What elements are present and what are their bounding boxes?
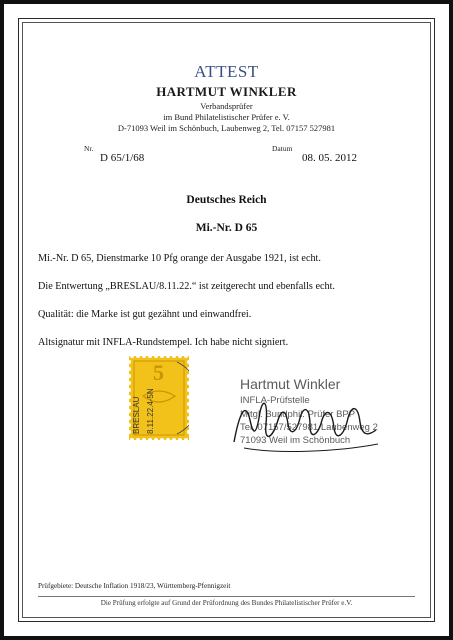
examiner-address: D-71093 Weil im Schönbuch, Laubenweg 2, Tel. 07157 527981 bbox=[117, 123, 336, 133]
stamp-line-name: Hartmut Winkler bbox=[240, 376, 341, 392]
stamp-image bbox=[129, 356, 189, 440]
examiner-association: im Bund Philatelistischer Prüfer e. V. bbox=[163, 112, 290, 122]
paragraph-signature: Altsignatur mit INFLA-Rundstempel. Ich habe nicht signiert. bbox=[38, 337, 289, 348]
paragraph-quality: Qualität: die Marke ist gut gezähnt und einwandfrei. bbox=[38, 309, 252, 320]
date-value: 08. 05. 2012 bbox=[302, 152, 357, 164]
attest-title: ATTEST bbox=[194, 62, 259, 81]
signature-underline bbox=[244, 444, 378, 451]
country-heading: Deutsches Reich bbox=[186, 194, 267, 206]
examiner-role: Verbandsprüfer bbox=[200, 101, 253, 111]
stamp-line-city: 71093 Weil im Schönbuch bbox=[240, 435, 351, 446]
nr-value: D 65/1/68 bbox=[100, 152, 145, 164]
paragraph-authenticity: Mi.-Nr. D 65, Dienstmarke 10 Pfg orange der Ausgabe 1921, ist echt. bbox=[38, 253, 321, 264]
signature-stroke bbox=[234, 403, 376, 442]
stamp-line-member: Mitgl. Bundphil. Prüfer BPP bbox=[240, 409, 356, 420]
footer-rule bbox=[38, 596, 415, 597]
nr-label: Nr. bbox=[84, 144, 94, 153]
postmark-date: 8.11.22.4-5N bbox=[146, 388, 155, 434]
date-label: Datum bbox=[272, 144, 293, 153]
catalog-number: Mi.-Nr. D 65 bbox=[195, 222, 258, 234]
examination-areas: Prüfgebiete: Deutsche Inflation 1918/23, Württemberg-Pfennigzeit bbox=[38, 582, 231, 590]
stamp-line-phone: Tel. 07157/527981 Laubenweg 2 bbox=[240, 422, 378, 433]
examiner-name: HARTMUT WINKLER bbox=[156, 84, 297, 99]
stamp-value-digit: 5 bbox=[153, 360, 164, 385]
certificate-page bbox=[4, 4, 449, 636]
footer-text: Die Prüfung erfolgte auf Grund der Prüfordnung des Bundes Philatelistischer Prüfer e.V. bbox=[100, 599, 353, 607]
paragraph-cancellation: Die Entwertung „BRESLAU/8.11.22.“ ist zeitgerecht und ebenfalls echt. bbox=[38, 281, 335, 292]
postmark-city: BRESLAU bbox=[132, 396, 141, 434]
handwritten-signature bbox=[226, 390, 386, 460]
stamp-line-office: INFLA-Prüfstelle bbox=[240, 395, 310, 406]
